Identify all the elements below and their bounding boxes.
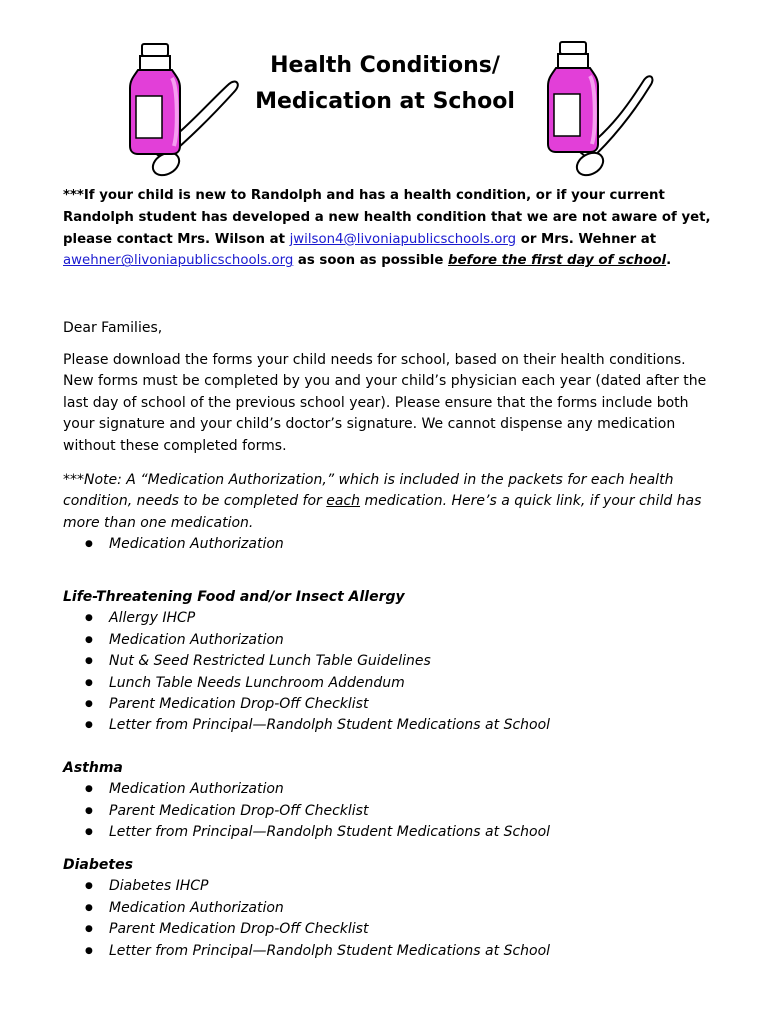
section-title: Diabetes bbox=[63, 857, 133, 873]
deadline-text: before the first day of school bbox=[448, 253, 667, 269]
notice-text: or Mrs. Wehner at bbox=[516, 231, 657, 247]
list-item[interactable]: ● Letter from Principal—Randolph Student Medications at School bbox=[63, 822, 713, 843]
email-link-wehner[interactable]: awehner@livoniapublicschools.org bbox=[63, 253, 294, 269]
list-item[interactable]: ● Medication Authorization bbox=[63, 898, 713, 919]
title-line-2: Medication at School bbox=[255, 89, 515, 114]
section-allergy bbox=[63, 587, 713, 737]
note-each: each bbox=[326, 493, 361, 510]
email-link-wilson[interactable]: jwilson4@livoniapublicschools.org bbox=[289, 231, 517, 247]
section-asthma bbox=[63, 758, 713, 844]
list-item[interactable]: ● Letter from Principal—Randolph Student Medications at School bbox=[63, 715, 713, 736]
list-item[interactable]: ● Letter from Principal—Randolph Student Medications at School bbox=[63, 941, 713, 962]
note-link-list bbox=[63, 534, 713, 555]
list-item[interactable]: ● Lunch Table Needs Lunchroom Addendum bbox=[63, 673, 713, 694]
list-item[interactable]: ● Nut & Seed Restricted Lunch Table Guidelines bbox=[63, 651, 713, 672]
list-item[interactable]: ● Medication Authorization bbox=[63, 534, 713, 555]
contact-notice bbox=[63, 185, 713, 272]
notice-text: ***If your child is new to Randolph and has a health condition, or if your current Randolph student has developed a new health condition that we are not aware of yet, please contact Mrs. Wilson at bbox=[63, 188, 711, 247]
section-title: Asthma bbox=[63, 760, 123, 776]
list-item[interactable]: ● Diabetes IHCP bbox=[63, 876, 713, 897]
list-item[interactable]: ● Medication Authorization bbox=[63, 630, 713, 651]
section-title: Life-Threatening Food and/or Insect Allergy bbox=[63, 589, 405, 605]
greeting: Dear Families, bbox=[63, 320, 163, 336]
list-item[interactable]: ● Parent Medication Drop-Off Checklist bbox=[63, 694, 713, 715]
medicine-bottle-icon bbox=[540, 40, 660, 180]
medication-note bbox=[63, 470, 713, 556]
asthma-form-list bbox=[63, 779, 713, 843]
notice-text: . bbox=[666, 253, 672, 269]
list-item[interactable]: ● Parent Medication Drop-Off Checklist bbox=[63, 801, 713, 822]
instructions-paragraph: Please download the forms your child needs for school, based on their health conditions. New forms must be completed by you and your child’s physician each year (dated after the last day of school of the previous school year). Please ensure that the forms include both your signature and your child’s doctor’s signature. We cannot dispense any medication without these completed forms. bbox=[63, 352, 707, 454]
diabetes-form-list bbox=[63, 876, 713, 962]
note-text: medication. Here’s a quick link, if your child has more than one medication. bbox=[63, 493, 702, 531]
section-diabetes bbox=[63, 855, 713, 962]
list-item[interactable]: ● Allergy IHCP bbox=[63, 608, 713, 629]
medicine-bottle-icon bbox=[124, 42, 244, 182]
list-item[interactable]: ● Medication Authorization bbox=[63, 779, 713, 800]
list-item[interactable]: ● Parent Medication Drop-Off Checklist bbox=[63, 919, 713, 940]
page-title bbox=[230, 48, 540, 120]
notice-text: as soon as possible bbox=[293, 253, 448, 269]
note-text: ***Note: A “Medication Authorization,” which is included in the packets for each health condition, needs to be completed for bbox=[63, 472, 674, 510]
allergy-form-list bbox=[63, 608, 713, 736]
title-line-1: Health Conditions/ bbox=[270, 53, 500, 78]
